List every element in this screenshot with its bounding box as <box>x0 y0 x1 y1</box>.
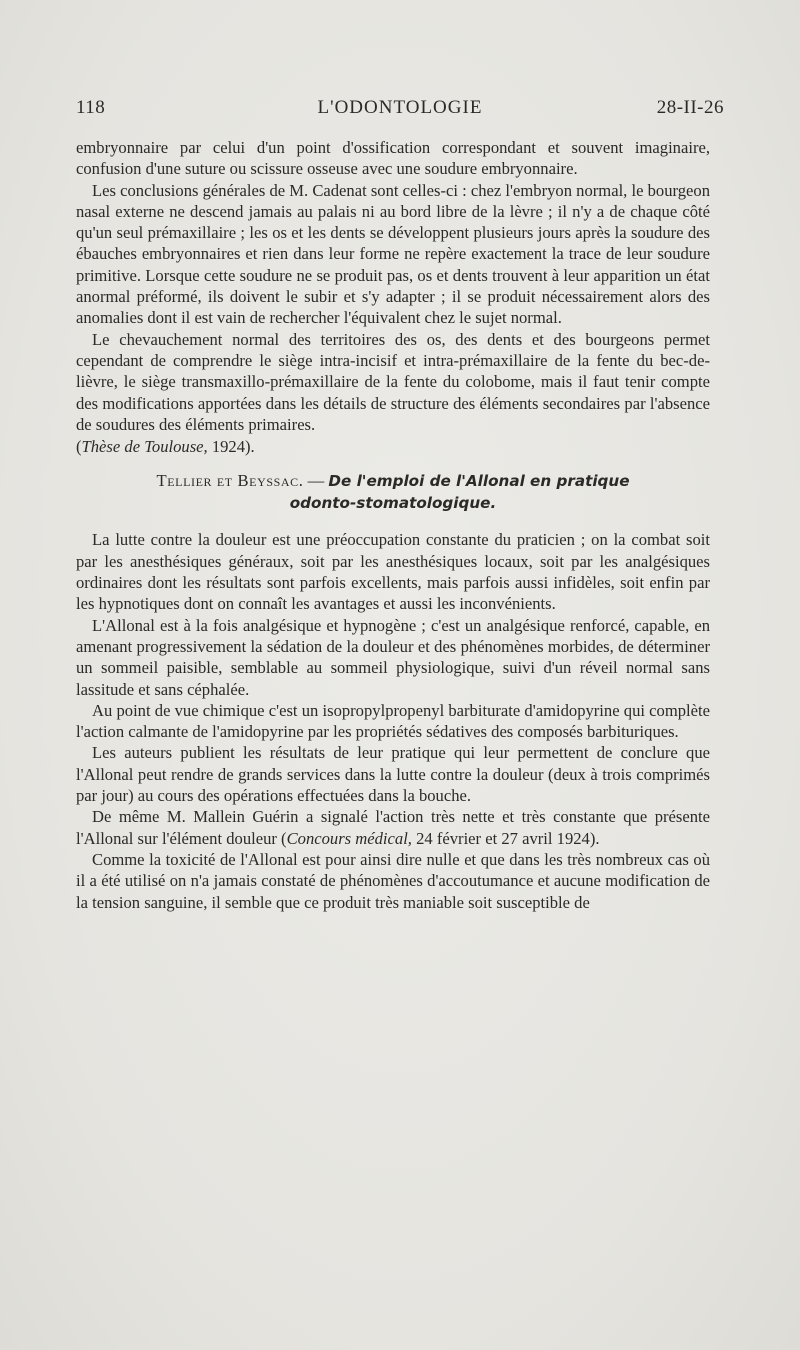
article-authors: Tellier et Beyssac. <box>156 471 304 491</box>
paragraph-mallein-guerin <box>76 806 710 849</box>
paragraph-toxicite: Comme la toxicité de l'Allonal est pour ainsi dire nulle et que dans les très nombreux cas où il a été utilisé on n'a jamais constaté de phénomènes d'accoutumance et aucune modification de la tension sanguine, il semble que ce produit très maniable soit susceptible de <box>76 849 710 912</box>
heading-dash: — <box>303 471 329 491</box>
journal-title: L'ODONTOLOGIE <box>317 97 483 118</box>
paragraph-lutte-douleur: La lutte contre la douleur est une préoccupation constante du praticien ; on la combat soit par les anesthésiques généraux, soit par les anesthésiques locaux, soit par les analgésiques ordinaires dont les résultats sont parfois excellents, mais parfois aussi infidèles, soit enfin par les hypnotiques dont on connaît les avantages et aussi les inconvénients. <box>76 530 710 614</box>
issue-date: 28-II-26 <box>656 97 724 118</box>
thesis-citation <box>76 436 710 457</box>
mallein-text: De même M. Mallein Guérin a signalé l'action très nette et très constante que présente l'Allonal sur l'élément douleur ( <box>76 807 710 848</box>
paragraph-allonal-analgesique: L'Allonal est à la fois analgésique et hypnogène ; c'est un analgésique renforcé, capable, en amenant progressivement la sédation de la douleur et des phénomènes morbides, de déterminer un sommeil paisible, semblable au sommeil physiologique, suivi d'un réveil normal sans lassitude et sans céphalée. <box>76 615 710 699</box>
running-header <box>76 97 724 123</box>
article-title-line2: odonto-stomatologique. <box>289 494 497 513</box>
paragraph-resultats: Les auteurs publient les résultats de leur pratique qui leur permettent de conclure que l'Allonal peut rendre de grands services dans la lutte contre la douleur (deux à trois comprimés par jour) au cours des opérations effectuées dans la bouche. <box>76 743 710 806</box>
article-heading <box>76 470 710 514</box>
citation-source: Thèse de Toulouse, <box>81 437 208 457</box>
paragraph-chimique: Au point de vue chimique c'est un isopropylpropenyl barbiturate d'amidopyrine qui complète l'action calmante de l'amidopyrine par les propriétés sédatives des composés barbituriques. <box>76 700 710 742</box>
page-number: 118 <box>76 97 106 118</box>
article-title-line1: De l'emploi de l'Allonal en pratique <box>328 472 630 491</box>
paragraph-chevauchement: Le chevauchement normal des territoires des os, des dents et des bourgeons permet cependant de comprendre le siège intra-incisif et intra-prémaxillaire de la fente du bec-de-lièvre, le siège transmaxillo-prémaxillaire de la fente du colobome, mais il faut tenir compte des modifications apportées dans les détails de structure des éléments secondaires par l'absence de soudures des éléments primaires. <box>76 329 710 434</box>
mallein-dates: 24 février et 27 avril 1924). <box>411 828 600 848</box>
mallein-source: Concours médical, <box>286 828 412 848</box>
paragraph-cadenat-conclusions: Les conclusions générales de M. Cadenat sont celles-ci : chez l'embryon normal, le bourgeon nasal externe ne descend jamais au palais ni au bord libre de la lèvre ; il n'y a de chaque côté qu'un seul prémaxillaire ; les os et les dents se développent plusieurs jours après la soudure des ébauches embryonnaires et rien dans leur forme ne repère exactement la trace de leur soudure primitive. Lorsque cette soudure ne se produit pas, os et dents trouvent à leur apparition un état anormal préformé, ils doivent le subir et s'y adapter ; il se produit nécessairement alors des anomalies dont il est vain de rechercher l'équivalent chez le sujet normal. <box>76 180 710 328</box>
citation-year: 1924). <box>207 437 255 457</box>
paragraph-continuation: embryonnaire par celui d'un point d'ossification correspondant et souvent imaginaire, confusion d'une suture ou scissure osseuse avec une soudure embryonnaire. <box>76 138 710 179</box>
page-body <box>76 137 710 913</box>
citation-open: ( <box>76 437 82 457</box>
